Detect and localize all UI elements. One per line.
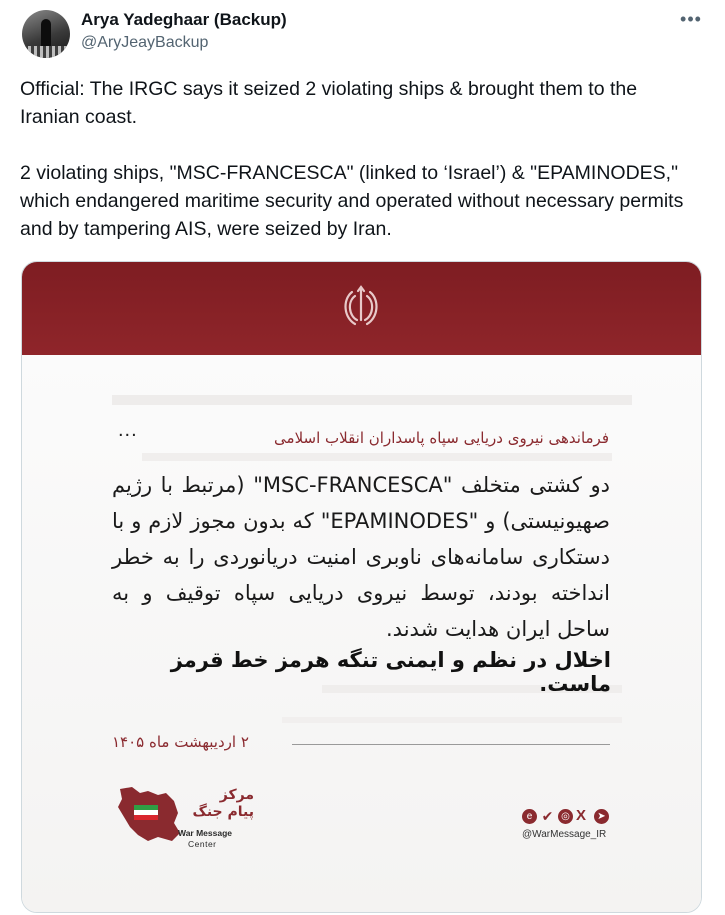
media-image[interactable] bbox=[21, 261, 702, 913]
logo-english-line-2: Center bbox=[188, 839, 217, 849]
date-label: ۲ اردیبهشت ماه ۱۴۰۵ bbox=[112, 733, 249, 751]
watermark-line bbox=[282, 717, 622, 723]
persian-bold-text: اخلال در نظم و ایمنی تنگه هرمز خط قرمز ماست. bbox=[170, 648, 611, 696]
instagram-icon: ◎ bbox=[558, 809, 573, 824]
logo-fa-line-1: مرکز bbox=[219, 787, 254, 803]
source-dots: ... bbox=[118, 419, 138, 441]
logo-english-line-1: War Message bbox=[178, 828, 233, 838]
divider bbox=[292, 744, 610, 745]
media-header bbox=[22, 262, 701, 355]
iran-emblem-icon bbox=[341, 284, 381, 328]
user-handle[interactable]: @AryJeayBackup bbox=[81, 34, 209, 51]
logo-fa-line-2: پیام جنگ bbox=[192, 804, 254, 820]
avatar-figure bbox=[41, 19, 51, 49]
social-icons bbox=[522, 809, 614, 825]
x-icon: X bbox=[576, 807, 587, 824]
site-handle: @WarMessage_IR bbox=[522, 829, 607, 840]
persian-body-text: دو کشتی متخلف "MSC-FRANCESCA" (مرتبط با رژیم صهیونیستی) و "EPAMINODES" که بدون مجوز لازم و با دستکاری سامانه‌های ناوبری امنیت دریانوردی را به خطر انداخته بودند، توسط نیروی دریایی سپاه توقیف و به ساحل ایران هدایت شدند. bbox=[112, 473, 611, 641]
eitaa-icon: e bbox=[522, 809, 537, 824]
more-horizontal-icon[interactable]: ••• bbox=[680, 9, 702, 29]
tweet-paragraph-2: 2 violating ships, "MSC-FRANCESCA" (linked to ‘Israel’) & "EPAMINODES," which endangered maritime security and operated without necessary permits and by tampering AIS, were seized by Iran. bbox=[20, 162, 684, 240]
avatar[interactable] bbox=[22, 10, 70, 58]
avatar-floor bbox=[22, 46, 70, 58]
telegram-icon: ➤ bbox=[594, 809, 609, 824]
source-label: فرماندهی نیروی دریایی سپاه پاسداران انقلاب اسلامی bbox=[274, 429, 609, 447]
logo-persian-text bbox=[174, 787, 254, 821]
check-icon: ✔ bbox=[541, 808, 554, 824]
watermark-line bbox=[112, 395, 632, 405]
date-row bbox=[112, 733, 610, 755]
tweet-text bbox=[20, 75, 700, 243]
display-name[interactable]: Arya Yadeghaar (Backup) bbox=[81, 10, 287, 29]
media-body bbox=[22, 355, 701, 912]
war-message-center-logo bbox=[114, 783, 254, 863]
tweet-paragraph-1: Official: The IRGC says it seized 2 violating ships & brought them to the Iranian coast. bbox=[20, 78, 638, 128]
watermark-line bbox=[142, 453, 612, 461]
